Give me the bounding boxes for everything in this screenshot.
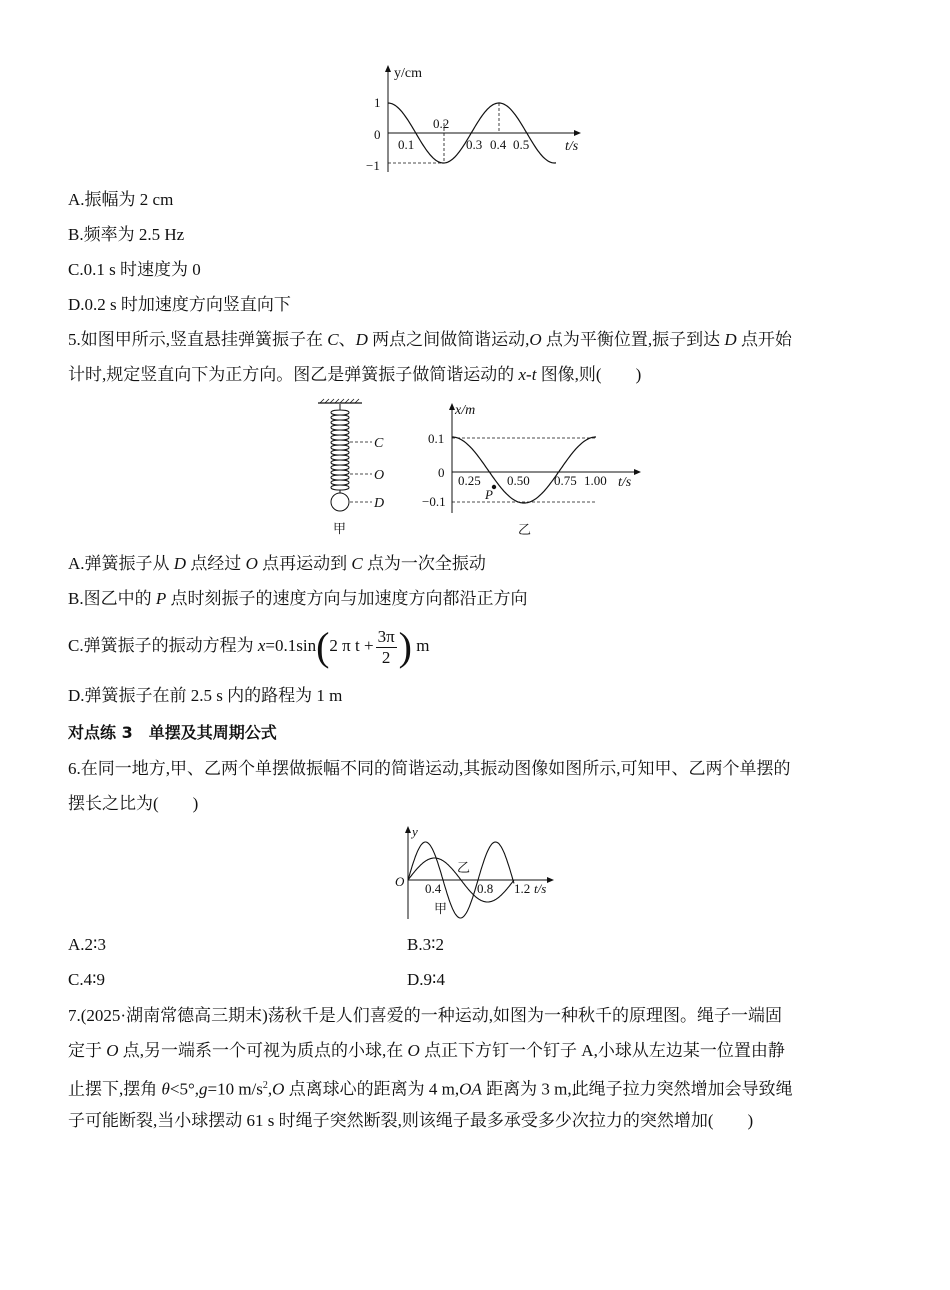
fig1-xtick-01: 0.1 — [398, 137, 415, 152]
fig1-xtick-05: 0.5 — [513, 137, 530, 152]
yi-xtick-100: 1.00 — [584, 473, 607, 488]
phase-inner: 2 π t + — [329, 636, 374, 655]
fig1-graph — [360, 62, 600, 180]
q4-option-c[interactable]: C.0.1 s 时速度为 0 — [68, 260, 201, 279]
q4-option-a[interactable]: A.振幅为 2 cm — [68, 190, 174, 209]
fig1-xtick-03: 0.3 — [466, 137, 483, 152]
fig1-xtick-04: 0.4 — [490, 137, 507, 152]
ceiling-hatch — [320, 399, 359, 403]
q6-ylabel: y — [412, 824, 418, 839]
q6-label-yi: 乙 — [457, 860, 471, 875]
yi-ytick-neg01: −0.1 — [422, 494, 446, 509]
fig1-ytick-1: 1 — [374, 95, 381, 110]
q5-stem-line1: 5.如图甲所示,竖直悬挂弹簧振子在 C、D 两点之间做简谐运动,O 点为平衡位置,振子到达 D 点开始 — [68, 330, 792, 349]
q5-stem-line2: 计时,规定竖直向下为正方向。图乙是弹簧振子做简谐运动的 x-t 图像,则( ) — [68, 365, 642, 384]
yi-ylabel: x/m — [455, 403, 476, 418]
q6-xtick-12: 1.2 — [514, 881, 531, 896]
label-c: C — [374, 436, 384, 451]
q5-fig-yi — [418, 398, 648, 540]
q6-xlabel: t/s — [534, 881, 547, 896]
fig1-xtick-02: 0.2 — [433, 116, 450, 131]
left-paren: ( — [316, 624, 330, 670]
q6-xtick-04: 0.4 — [425, 881, 442, 896]
q4-option-b[interactable]: B.频率为 2.5 Hz — [68, 225, 185, 244]
q4-option-d[interactable]: D.0.2 s 时加速度方向竖直向下 — [68, 295, 291, 314]
q5-fig-jia — [310, 398, 400, 538]
fig1-ylabel: y/cm — [394, 66, 422, 81]
q6-option-c[interactable]: C.4∶9 — [68, 970, 106, 989]
q6-label-jia: 甲 — [434, 901, 448, 916]
yi-xtick-050: 0.50 — [507, 473, 530, 488]
section-heading: 对点练 3 单摆及其周期公式 — [68, 723, 277, 742]
yi-label-p: P — [485, 487, 493, 502]
spring-coil — [331, 404, 349, 493]
yi-xtick-025: 0.25 — [458, 473, 481, 488]
q6-option-b[interactable]: B.3∶2 — [407, 935, 445, 954]
q7-line2: 定于 O 点,另一端系一个可视为质点的小球,在 O 点正下方钉一个钉子 A,小球从左边某一位置由静 — [68, 1041, 785, 1060]
yi-xlabel: t/s — [618, 475, 632, 490]
q6-option-d[interactable]: D.9∶4 — [407, 970, 445, 989]
right-paren: ) — [398, 624, 412, 670]
caption-jia: 甲 — [333, 521, 347, 536]
fig1-ytick-neg1: −1 — [366, 158, 380, 173]
spring-ball — [331, 493, 349, 511]
q5-option-c[interactable]: C.弹簧振子的振动方程为 x=0.1sin(2 π t + $\frac{3\pi}{2}$ ) m — [68, 624, 430, 670]
q6-option-a[interactable]: A.2∶3 — [68, 935, 106, 954]
q5-option-d[interactable]: D.弹簧振子在前 2.5 s 内的路程为 1 m — [68, 686, 343, 705]
q5-option-b[interactable]: B.图乙中的 P 点时刻振子的速度方向与加速度方向都沿正方向 — [68, 589, 528, 608]
q5-option-a[interactable]: A.弹簧振子从 D 点经过 O 点再运动到 C 点为一次全振动 — [68, 554, 486, 573]
label-o: O — [374, 468, 385, 483]
q6-origin: O — [395, 874, 405, 889]
yi-xtick-075: 0.75 — [554, 473, 577, 488]
q7-line3: 止摆下,摆角 θ<5°,g=10 $m/s^2,O$ 点离球心的距离为 4 m,OA 距离为 3 m,此绳子拉力突然增加会导致绳 — [68, 1079, 793, 1099]
fig1-ytick-0: 0 — [374, 127, 381, 142]
caption-yi: 乙 — [518, 522, 532, 537]
q6-stem-line1: 6.在同一地方,甲、乙两个单摆做振幅不同的简谐运动,其振动图像如图所示,可知甲、乙两个单摆的 — [68, 759, 791, 778]
q7-line4: 子可能断裂,当小球摆动 61 s 时绳子突然断裂,则该绳子最多承受多少次拉力的突然增加( ) — [68, 1111, 754, 1130]
q7-line1: 7.(2025·湖南常德高三期末)荡秋千是人们喜爱的一种运动,如图为一种秋千的原理图。绳子一端固 — [68, 1006, 782, 1025]
yi-ytick-0: 0 — [438, 465, 445, 480]
label-d: D — [374, 496, 385, 511]
yi-cosine-curve — [452, 437, 596, 503]
yi-ytick-01: 0.1 — [428, 431, 445, 446]
q6-graph — [388, 822, 568, 926]
q6-stem-line2: 摆长之比为( ) — [68, 794, 199, 813]
phase-fraction: $\frac{3\pi}{2}$ — [377, 626, 395, 667]
fig1-xlabel: t/s — [565, 139, 579, 154]
q6-xtick-08: 0.8 — [477, 881, 494, 896]
